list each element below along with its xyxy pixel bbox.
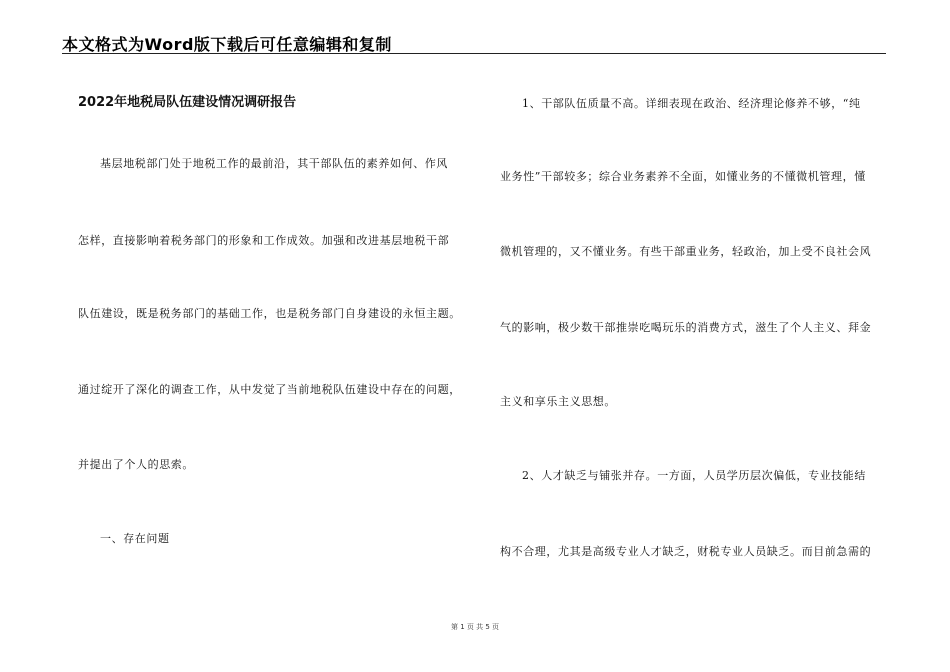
- document-banner: 本文格式为Word版下载后可任意编辑和复制: [62, 35, 392, 54]
- section-heading: 一、存在问题: [100, 532, 170, 545]
- right-paragraph-line: 1、干部队伍质量不高。详细表现在政治、经济理论修养不够，“纯: [522, 97, 861, 110]
- left-paragraph-line: 队伍建设，既是税务部门的基础工作，也是税务部门自身建设的永恒主题。: [78, 307, 461, 320]
- left-paragraph-line: 通过绽开了深化的调查工作，从中发觉了当前地税队伍建设中存在的问题，: [78, 383, 461, 396]
- page-number: 第 1 页 共 5 页: [450, 623, 500, 631]
- right-paragraph-line: 气的影响，极少数干部推崇吃喝玩乐的消费方式，滋生了个人主义、拜金: [500, 321, 872, 334]
- right-paragraph-line: 构不合理，尤其是高级专业人才缺乏，财税专业人员缺乏。而目前急需的: [500, 545, 872, 558]
- right-paragraph-line: 2、人才缺乏与铺张并存。一方面，人员学历层次偏低，专业技能结: [522, 469, 866, 482]
- document-title: 2022年地税局队伍建设情况调研报告: [78, 95, 297, 110]
- left-paragraph-line: 并提出了个人的思索。: [78, 458, 194, 471]
- left-paragraph-line: 基层地税部门处于地税工作的最前沿，其干部队伍的素养如何、作风: [100, 157, 448, 170]
- right-paragraph-line: 主义和享乐主义思想。: [500, 395, 616, 408]
- left-paragraph-line: 怎样，直接影响着税务部门的形象和工作成效。加强和改进基层地税干部: [78, 234, 450, 247]
- right-paragraph-line: 业务性”干部较多；综合业务素养不全面，如懂业务的不懂微机管理，懂: [500, 170, 866, 183]
- right-paragraph-line: 微机管理的，又不懂业务。有些干部重业务，轻政治，加上受不良社会风: [500, 245, 872, 258]
- banner-divider: [62, 53, 886, 54]
